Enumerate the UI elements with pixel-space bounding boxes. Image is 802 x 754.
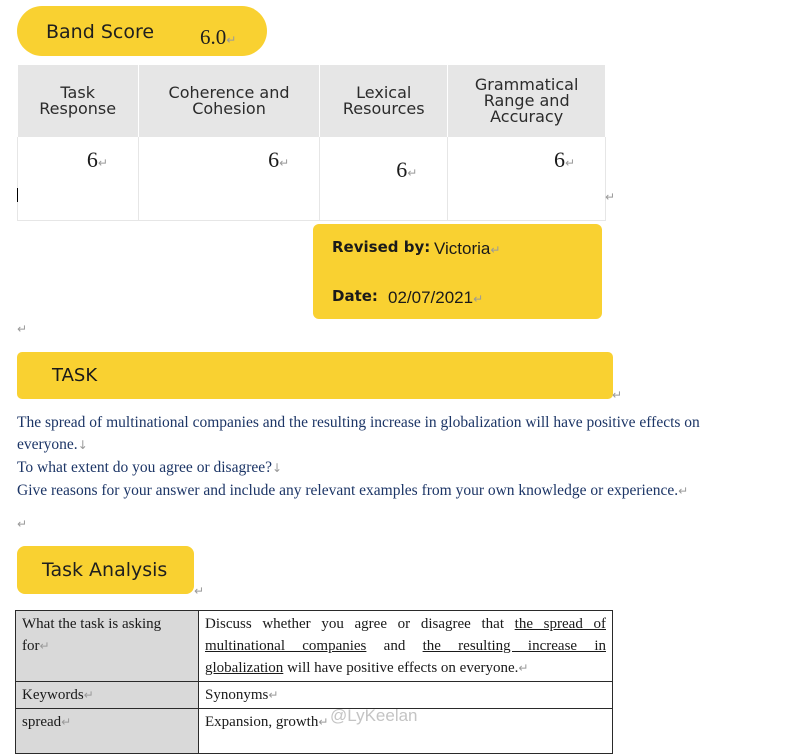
header-text: Lexical (356, 83, 412, 102)
analysis-row-label: What the task is asking for↵ (16, 611, 199, 682)
band-score-label: Band Score (46, 21, 155, 43)
score-grammatical-range: 6↵ (448, 137, 606, 221)
header-text: Response (39, 99, 117, 118)
synonyms-header: Synonyms↵ (199, 682, 613, 709)
text-cursor (17, 188, 18, 202)
revised-box (313, 224, 602, 319)
revised-by-label: Revised by: (332, 238, 431, 256)
score-lexical-resources: 6↵ (320, 137, 448, 221)
band-score-pill (17, 6, 267, 56)
task-instruction: Give reasons for your answer and include any relevant examples from your own knowledge or experience.↵ (17, 482, 689, 499)
paragraph-mark: ↵ (612, 388, 623, 402)
score-table (17, 65, 606, 221)
header-grammatical-range (448, 65, 606, 137)
header-lexical-resources (320, 65, 448, 137)
synonym-cell: Expansion, growth↵ (199, 709, 613, 754)
paragraph-mark: ↵ (194, 584, 205, 598)
date-value: 02/07/2021↵ (388, 288, 484, 307)
header-text: Accuracy (490, 107, 564, 126)
header-text: Coherence and (168, 83, 290, 102)
keywords-header: Keywords↵ (16, 682, 199, 709)
watermark: @LyKeelan (330, 706, 418, 725)
table-row (16, 682, 613, 709)
task-text-line: The spread of multinational companies and the resulting increase in globalization will have positive effects on (17, 414, 700, 431)
task-heading-bar (17, 352, 613, 399)
score-value-row (18, 137, 606, 221)
header-text: Cohesion (192, 99, 266, 118)
task-analysis-heading: Task Analysis (42, 559, 168, 581)
header-text: Grammatical (474, 75, 579, 94)
table-row (16, 709, 613, 754)
revised-by-value: Victoria↵ (434, 239, 501, 258)
header-task-response (18, 65, 139, 137)
paragraph-mark: ↵ (605, 190, 616, 204)
analysis-table (15, 610, 613, 754)
date-label: Date: (332, 287, 378, 305)
header-text: Task (60, 83, 95, 102)
analysis-row-content: Discuss whether you agree or disagree that the spread of multinational companies and the resulting increase in globalization will have positive effects on everyone.↵ (199, 611, 613, 682)
header-text: Resources (342, 99, 425, 118)
score-coherence-cohesion: 6↵ (138, 137, 319, 221)
paragraph-mark: ↵ (17, 322, 28, 336)
task-question: To what extent do you agree or disagree?↓ (17, 459, 283, 476)
task-analysis-pill (17, 546, 194, 594)
paragraph-mark: ↵ (17, 517, 28, 531)
task-heading: TASK (52, 365, 98, 386)
score-task-response: 6↵ (18, 137, 139, 221)
table-row (16, 611, 613, 682)
header-text: Range and (483, 91, 570, 110)
header-coherence-cohesion (138, 65, 319, 137)
band-score-value: 6.0↵ (200, 25, 237, 49)
score-header-row (18, 65, 606, 137)
keyword-cell: spread↵ (16, 709, 199, 754)
task-text-line: everyone.↓ (17, 436, 88, 453)
